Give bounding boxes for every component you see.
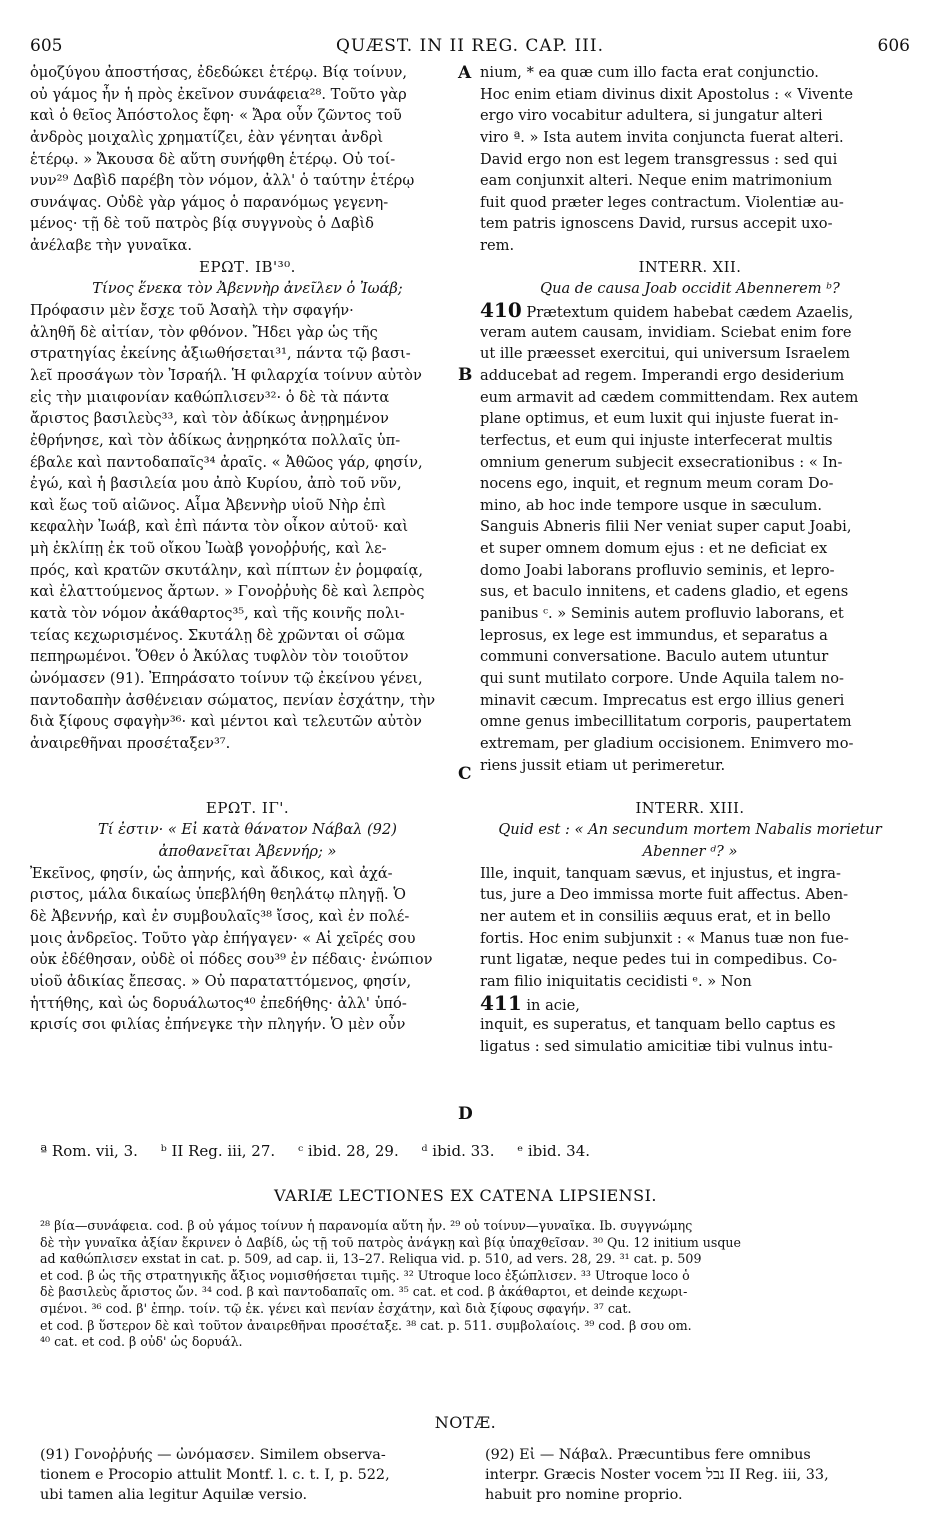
footnote-b: ᵇ II Reg. iii, 27. <box>160 1142 276 1160</box>
text-line: minavit cæcum. Imprecatus est ergo illius generi <box>480 691 845 709</box>
text-line: rem. <box>480 237 515 255</box>
variant-line: ²⁸ βία—συνάφεια. cod. β οὐ γάμος τοίνυν ἡ παρανομία αὕτη ἦν. ²⁹ οὐ τοίνυν—γυναῖκα. Ib. συγγνώμης <box>40 1218 693 1233</box>
note-line: ubi tamen alia legitur Aquilæ versio. <box>40 1487 308 1503</box>
text-line: εἰς τὴν μιαιφονίαν καθώπλισεν³²· ὁ δὲ τὰ πάντα <box>30 388 390 406</box>
text-line: μένος· τῇ δὲ τοῦ πατρὸς βίᾳ συγγνοὺς ὁ Δαβὶδ <box>30 215 374 233</box>
text-line: νυν²⁹ Δαβὶδ παρέβη τὸν νόμον, ἀλλ' ὁ ταύτην ἑτέρῳ <box>30 172 415 190</box>
text-line: ὁμοζύγου ἀποστήσας, ἐδεδώκει ἑτέρῳ. Βίᾳ τοίνυν, <box>30 64 408 81</box>
latin-block-1 <box>480 62 900 257</box>
greek-heading-13: ΕΡΩΤ. ΙΓ'. <box>205 798 290 817</box>
variant-line: δὲ τὴν γυναῖκα ἀξίαν ἔκρινεν ὁ Δαβίδ, ὡς τῇ τοῦ πατρὸς ἀνάγκῃ καὶ βίᾳ ὑπαχθεῖσαν. ³⁰ Qu. 12 initium usque <box>40 1234 741 1250</box>
footnote-a: ª Rom. vii, 3. <box>40 1142 138 1160</box>
latin-subheading-13a: Quid est : « An secundum mortem Nabalis morietur <box>498 821 882 839</box>
variant-line: et cod. β ὕστερον δὲ καὶ τοῦτον ἀναιρεθῆναι προσέταξε. ³⁸ cat. p. 511. συμβολαίοις. ³⁹ cod. β σου om. <box>40 1317 692 1333</box>
text-line: ὠνόμασεν (91). Ἐπηράσατο τοίνυν τῷ ἐκείνου γένει, <box>30 669 423 687</box>
text-line: omne genus imbecillitatum corporis, paupertatem <box>480 713 852 731</box>
text-line: πεπηρωμένοι. Ὅθεν ὁ Ἀκύλας τυφλὸν τὸν τοιοῦτον <box>30 648 409 666</box>
text-line: καὶ ὁ θεῖος Ἀπόστολος ἔφη· « Ἄρα οὖν ζῶντος τοῦ <box>30 107 402 125</box>
latin-heading-12: INTERR. XII. <box>638 258 742 276</box>
text-line: ἐθρήνησε, καὶ τὸν ἀδίκως ἀνῃρηκότα πολλαῖς ὑπ- <box>30 431 401 449</box>
text-line: plane optimus, et eum luxit qui injuste fuerat in- <box>480 410 839 428</box>
text-line: ἑτέρῳ. » Ἄκουσα δὲ αὕτη συνήφθη ἑτέρῳ. Οὐ τοί- <box>30 150 396 168</box>
text-line: qui sunt mutilato corpore. Unde Aquila talem no- <box>480 669 844 687</box>
text-line: ἡττήθης, καὶ ὡς δορυάλωτος⁴⁰ ἐπεδήθης· ἀλλ' ὑπό- <box>30 994 407 1012</box>
note-line: (91) Γονοῤῥυής — ὠνόμασεν. Similem observa- <box>40 1447 386 1463</box>
latin-line-with-411: 411 in acie, <box>480 992 580 1015</box>
notae-title: NOTÆ. <box>434 1413 497 1432</box>
greek-subheading-12: Τίνος ἕνεκα τὸν Ἀβεννὴρ ἀνεῖλεν ὁ Ἰωάβ; <box>92 280 403 298</box>
greek-subheading-13b: ἀποθανεῖται Ἀβεννήρ; » <box>158 843 337 861</box>
text-line: Πρόφασιν μὲν ἔσχε τοῦ Ἀσαὴλ τὴν σφαγήν· <box>30 302 354 320</box>
text-line: inquit, es superatus, et tanquam bello captus es <box>480 1016 836 1034</box>
scripture-footnotes <box>40 1142 900 1160</box>
text-line: riens jussit etiam ut perimeretur. <box>480 756 726 774</box>
text-line: υἱοῦ ἀδικίας ἔπεσας. » Οὐ παραταττόμενος, φησίν, <box>30 972 412 990</box>
text-line: οὐ γάμος ἦν ἡ πρὸς ἐκεῖνον συνάφεια²⁸. Τοῦτο γὰρ <box>30 85 407 103</box>
variant-line: et cod. β ὡς τῆς στρατηγικῆς ἄξιος νομισθήσεται τιμῆς. ³² Utroque loco ἐξώπλισεν. ³³ Utroque loco ὁ <box>40 1267 690 1283</box>
latin-subheading-12: Qua de causa Joab occidit Abennerem ᵇ? <box>540 280 840 298</box>
text-line: viro ª. » Ista autem invita conjuncta fuerat alteri. <box>480 128 844 146</box>
variae-title: VARIÆ LECTIONES EX CATENA LIPSIENSI. <box>274 1186 657 1205</box>
text-line: sus, et baculo innitens, et cadens gladio, et egens <box>480 583 849 601</box>
text-line: πρός, καὶ κρατῶν σκυτάλην, καὶ πίπτων ἐν ῥομφαίᾳ, <box>30 561 424 579</box>
note-line: habuit pro nomine proprio. <box>485 1487 683 1503</box>
footnote-c: ᶜ ibid. 28, 29. <box>297 1142 399 1160</box>
text-line: eam conjunxit alteri. Neque enim matrimonium <box>480 172 833 190</box>
text-line: κατὰ τὸν νόμον ἀκάθαρτος³⁵, καὶ τῆς κοινῆς πολι- <box>30 605 405 623</box>
note-line: tionem e Procopio attulit Montf. l. c. t. I, p. 522, <box>40 1467 390 1483</box>
margin-letter-a: A <box>458 63 472 83</box>
text-line: mino, ab hoc inde tempore usque in sæculum. <box>480 496 822 514</box>
latin-subheading-13b: Abenner ᵈ? » <box>642 843 738 861</box>
variant-line: σμένοι. ³⁶ cod. β' ἐπηρ. τοίν. τῷ ἐκ. γένει καὶ πενίαν ἐσχάτην, καὶ διὰ ξίφους σφαγήν. ³⁷ cat. <box>40 1300 632 1316</box>
text-line: tem patris ignoscens David, rursus accepit uxo- <box>480 215 833 233</box>
text-line: terfectus, et eum qui injuste interfecerat multis <box>480 431 833 449</box>
text-line: nocens ego, inquit, et regnum meum coram Do- <box>480 475 834 493</box>
text-line: communi conversatione. Baculo autem utuntur <box>480 648 829 666</box>
text-line: οὐκ ἐδέθησαν, οὐδὲ οἱ πόδες σου³⁹ ἐν πέδαις· ἐνώπιον <box>30 951 433 969</box>
text-line: ut ille præesset exercitui, qui universum Israelem <box>480 345 850 363</box>
text-line: eum armavit ad cædem committendam. Rex autem <box>480 388 859 406</box>
text-line: μοις ἀνδρεῖος. Τοῦτο γὰρ ἐπήγαγεν· « Αἱ χεῖρές σου <box>30 929 416 947</box>
text-line: μὴ ἐκλίπῃ ἐκ τοῦ οἴκου Ἰωὰβ γονοῤῥυής, καὶ λε- <box>30 540 387 558</box>
text-line: ἀναιρεθῆναι προσέταξεν³⁷. <box>30 734 231 752</box>
text-line: fuit quod præter leges contractum. Violentiæ au- <box>480 193 844 211</box>
text-line: λεῖ προσάγων τὸν Ἰσραήλ. Ἡ φιλαρχία τοίνυν αὐτὸν <box>30 366 422 384</box>
footnote-d: ᵈ ibid. 33. <box>421 1142 495 1160</box>
text-line: ergo viro vocabitur adultera, si jungatur alteri <box>480 107 823 125</box>
page-number-left: 605 <box>30 36 63 56</box>
text-line: Ἐκεῖνος, φησίν, ὡς ἀπηνής, καὶ ἄδικος, καὶ ἀχά- <box>30 864 393 882</box>
text-line: tus, jure a Deo immissa morte fuit affectus. Aben- <box>480 886 849 904</box>
latin-heading-13: INTERR. XIII. <box>635 799 745 817</box>
text-line: τείας κεχωρισμένος. Σκυτάλῃ δὲ χρῶνται οἱ σῶμα <box>30 626 405 644</box>
margin-letter-c: C <box>458 764 472 784</box>
greek-block-3 <box>30 863 465 1036</box>
text-line: ἄριστος βασιλεὺς³³, καὶ τὸν ἀδίκως ἀνῃρημένον <box>30 410 389 428</box>
running-title: QUÆST. IN II REG. CAP. III. <box>335 36 605 56</box>
note-line: interpr. Græcis Noster vocem נבל II Reg. iii, 33, <box>485 1467 829 1483</box>
text-line: Sanguis Abneris filii Ner veniat super caput Joabi, <box>480 518 852 536</box>
footnote-e: ᵉ ibid. 34. <box>517 1142 591 1160</box>
greek-block-1 <box>30 62 465 257</box>
text-line: veram autem causam, invidiam. Sciebat enim fore <box>480 323 852 341</box>
greek-column <box>30 62 465 1036</box>
text-line: omnium generum subjecit exsecrationibus : « In- <box>480 453 843 471</box>
greek-heading-12: ΕΡΩΤ. ΙΒ'³⁰. <box>199 257 296 276</box>
text-line: fortis. Hoc enim subjunxit : « Manus tuæ non fue- <box>480 929 849 947</box>
text-line: et super omnem domum ejus : et ne deficiat ex <box>480 540 828 558</box>
text-line: καὶ ἕως τοῦ αἰῶνος. Αἷμα Ἀβεννὴρ υἱοῦ Νὴρ ἐπὶ <box>30 496 387 514</box>
text-line: ligatus : sed simulatio amicitiæ tibi vulnus intu- <box>480 1037 833 1055</box>
text-line: adducebat ad regem. Imperandi ergo desiderium <box>480 366 845 384</box>
note-92 <box>485 1445 905 1505</box>
column-number-410: 410 <box>480 300 522 322</box>
text-line: έβαλε καὶ παντοδαπαῖς³⁴ ἀραῖς. « Ἀθῶος γάρ, φησίν, <box>30 453 423 471</box>
page-number-right: 606 <box>877 36 910 56</box>
text-line: leprosus, ex lege est immundus, et separatus a <box>480 626 828 644</box>
text-line: ram filio iniquitatis cecidisti ᵉ. » Non <box>480 972 752 990</box>
margin-letter-d: D <box>458 1104 473 1124</box>
note-line: (92) Εἰ — Νάβαλ. Præcuntibus fere omnibus <box>485 1447 811 1463</box>
text-line: συνάψας. Οὐδὲ γὰρ γάμος ὁ παρανόμως γεγενη- <box>30 193 389 211</box>
latin-block-3 <box>480 863 900 993</box>
greek-subheading-13a: Τί ἐστιν· « Εἰ κατὰ θάνατον Νάβαλ (92) <box>98 821 397 839</box>
column-number-411: 411 <box>480 992 522 1015</box>
latin-block-2-first-line: 410 Prætextum quidem habebat cædem Azaelis, <box>480 300 854 322</box>
text-line: παντοδαπὴν ἀσθένειαν σώματος, πενίαν ἐσχάτην, τὴν <box>30 691 436 709</box>
running-header <box>30 36 910 60</box>
greek-block-2 <box>30 300 465 754</box>
text-line: ἀνδρὸς μοιχαλὶς χρηματίζει, ἐὰν γένηται ἀνδρὶ <box>30 128 384 146</box>
margin-letter-b: B <box>458 365 473 385</box>
text-line: extremam, per gladium occisionem. Enimvero mo- <box>480 734 854 752</box>
text-line: καὶ ἐλαττούμενος ἄρτων. » Γονοῤῥυὴς δὲ καὶ λεπρὸς <box>30 583 425 601</box>
variant-line: ad καθώπλισεν exstat in cat. p. 509, ad cap. ii, 13–27. Reliqua vid. p. 510, ad vers. 28, 29. ³¹ cat. p. 509 <box>40 1251 702 1267</box>
text-line: nium, * ea quæ cum illo facta erat conjunctio. <box>480 64 819 81</box>
latin-block-2 <box>480 322 900 776</box>
text-line: στρατηγίας ἐκείνης ἀξιωθήσεται³¹, πάντα τῷ βασι- <box>30 345 411 363</box>
text-line: domo Joabi laborans profluvio seminis, et lepro- <box>480 561 835 579</box>
text-line: runt ligatæ, neque pedes tui in compedibus. Co- <box>480 951 838 969</box>
text-line: David ergo non est legem transgressus : sed qui <box>480 150 838 168</box>
text-line: κρισίς σοι φιλίας ἐπήνεγκε τὴν πληγήν. Ὁ μὲν οὖν <box>30 1016 406 1034</box>
variant-line: ⁴⁰ cat. et cod. β οὐδ' ὡς δορυάλ. <box>40 1334 243 1350</box>
note-91 <box>40 1445 460 1505</box>
text-line: ἀνέλαβε τὴν γυναῖκα. <box>30 237 193 255</box>
text-line: panibus ᶜ. » Seminis autem profluvio laborans, et <box>480 605 844 623</box>
text-line: κεφαλὴν Ἰωάβ, καὶ ἐπὶ πάντα τὸν οἶκον αὐτοῦ· καὶ <box>30 518 409 536</box>
text-line: ner autem et in consiliis æquus erat, et in bello <box>480 907 831 925</box>
latin-column <box>480 62 900 1057</box>
text-line: Hoc enim etiam divinus dixit Apostolus : « Vivente <box>480 85 853 103</box>
text-line: ἀληθῆ δὲ αἰτίαν, τὸν φθόνον. Ἤδει γὰρ ὡς τῆς <box>30 323 378 341</box>
text-line: διὰ ξίφους σφαγὴν³⁶· καὶ μέντοι καὶ τελευτῶν αὐτὸν <box>30 713 422 731</box>
text-line: Ille, inquit, tanquam sævus, et injustus, et ingra- <box>480 864 841 882</box>
variae-lectiones <box>40 1218 905 1351</box>
text-line: ἐγώ, καὶ ἡ βασιλεία μου ἀπὸ Κυρίου, ἀπὸ τοῦ νῦν, <box>30 475 402 493</box>
latin-block-3-end <box>480 1014 900 1057</box>
text-line: δὲ Ἀβεννήρ, καὶ ἐν συμβουλαῖς³⁸ ἴσος, καὶ ἐν πολέ- <box>30 907 410 925</box>
variant-line: δὲ βασιλεὺς ἄριστος ὤν. ³⁴ cod. β καὶ παντοδαπαῖς om. ³⁵ cat. et cod. β ἀκάθαρτοι, et deinde κεχωρι- <box>40 1284 688 1300</box>
text-line: ριστος, μάλα δικαίως ὑπεβλήθη θεηλάτῳ πληγῇ. Ὁ <box>30 886 406 904</box>
